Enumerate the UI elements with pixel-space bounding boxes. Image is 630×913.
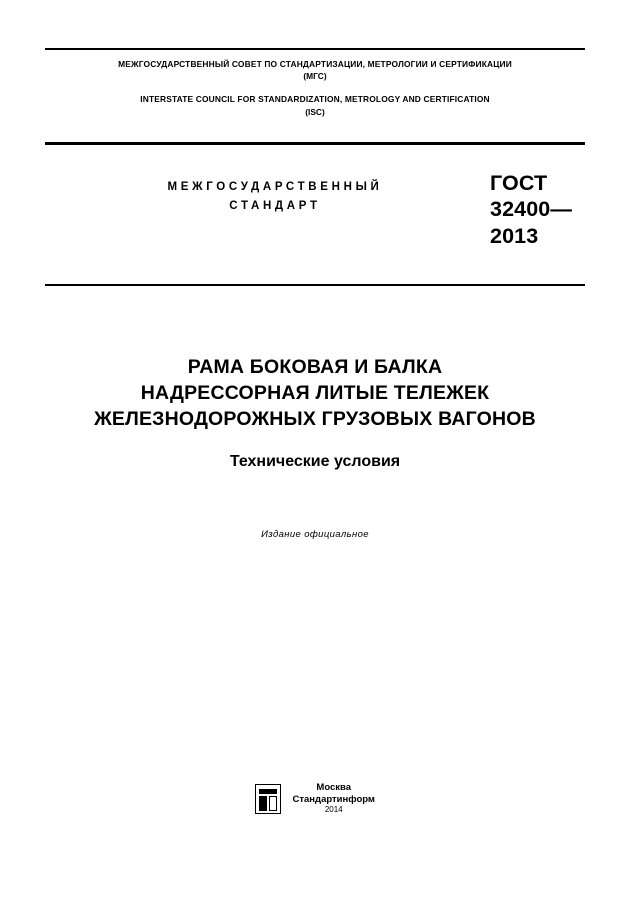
- council-spacer: [45, 82, 585, 93]
- publisher-block: [45, 782, 585, 816]
- logo-bar-left: [259, 796, 267, 811]
- page-title: [45, 355, 585, 433]
- page-title-line1: РАМА БОКОВАЯ И БАЛКА: [187, 356, 443, 378]
- page-title-line2: НАДРЕССОРНАЯ ЛИТЫЕ ТЕЛЕЖЕК: [140, 381, 490, 404]
- standard-number: [490, 170, 630, 249]
- standard-number-line3: 2013: [490, 223, 539, 248]
- standard-type-line2: СТАНДАРТ: [229, 199, 321, 212]
- publisher-text: [293, 782, 375, 816]
- standard-type-line1: МЕЖГОСУДАРСТВЕННЫЙ: [167, 181, 383, 193]
- header-rule-top: [45, 48, 585, 50]
- council-ru-line2: (МГС): [303, 71, 327, 82]
- page-subtitle: Технические условия: [229, 453, 401, 470]
- page-content: [45, 0, 585, 913]
- council-header: [45, 58, 585, 118]
- publisher-city: Москва: [316, 782, 352, 793]
- logo-bar-right: [269, 796, 277, 811]
- standard-type-label: [140, 178, 410, 216]
- page-title-line3: ЖЕЛЕЗНОДОРОЖНЫХ ГРУЗОВЫХ ВАГОНОВ: [94, 407, 536, 430]
- council-en-line2: (ISC): [305, 106, 325, 117]
- edition-note: Издание официальное: [261, 529, 369, 540]
- publisher-year: 2014: [324, 805, 343, 815]
- standard-number-line2: 32400—: [490, 197, 572, 222]
- standartinform-logo-icon: [255, 784, 281, 814]
- standard-rule-bottom: [45, 284, 585, 286]
- standard-identifier-row: [45, 171, 585, 278]
- council-en-line1: INTERSTATE COUNCIL FOR STANDARDIZATION, METROLOGY AND CERTIFICATION: [140, 94, 490, 105]
- standard-number-line1: ГОСТ: [490, 171, 548, 195]
- council-ru-line1: МЕЖГОСУДАРСТВЕННЫЙ СОВЕТ ПО СТАНДАРТИЗАЦИИ, МЕТРОЛОГИИ И СЕРТИФИКАЦИИ: [118, 59, 512, 69]
- publisher-inner: [255, 782, 375, 816]
- publisher-organization: Стандартинформ: [292, 793, 375, 805]
- header-rule-bottom: [45, 142, 585, 145]
- logo-bar-top: [259, 789, 277, 794]
